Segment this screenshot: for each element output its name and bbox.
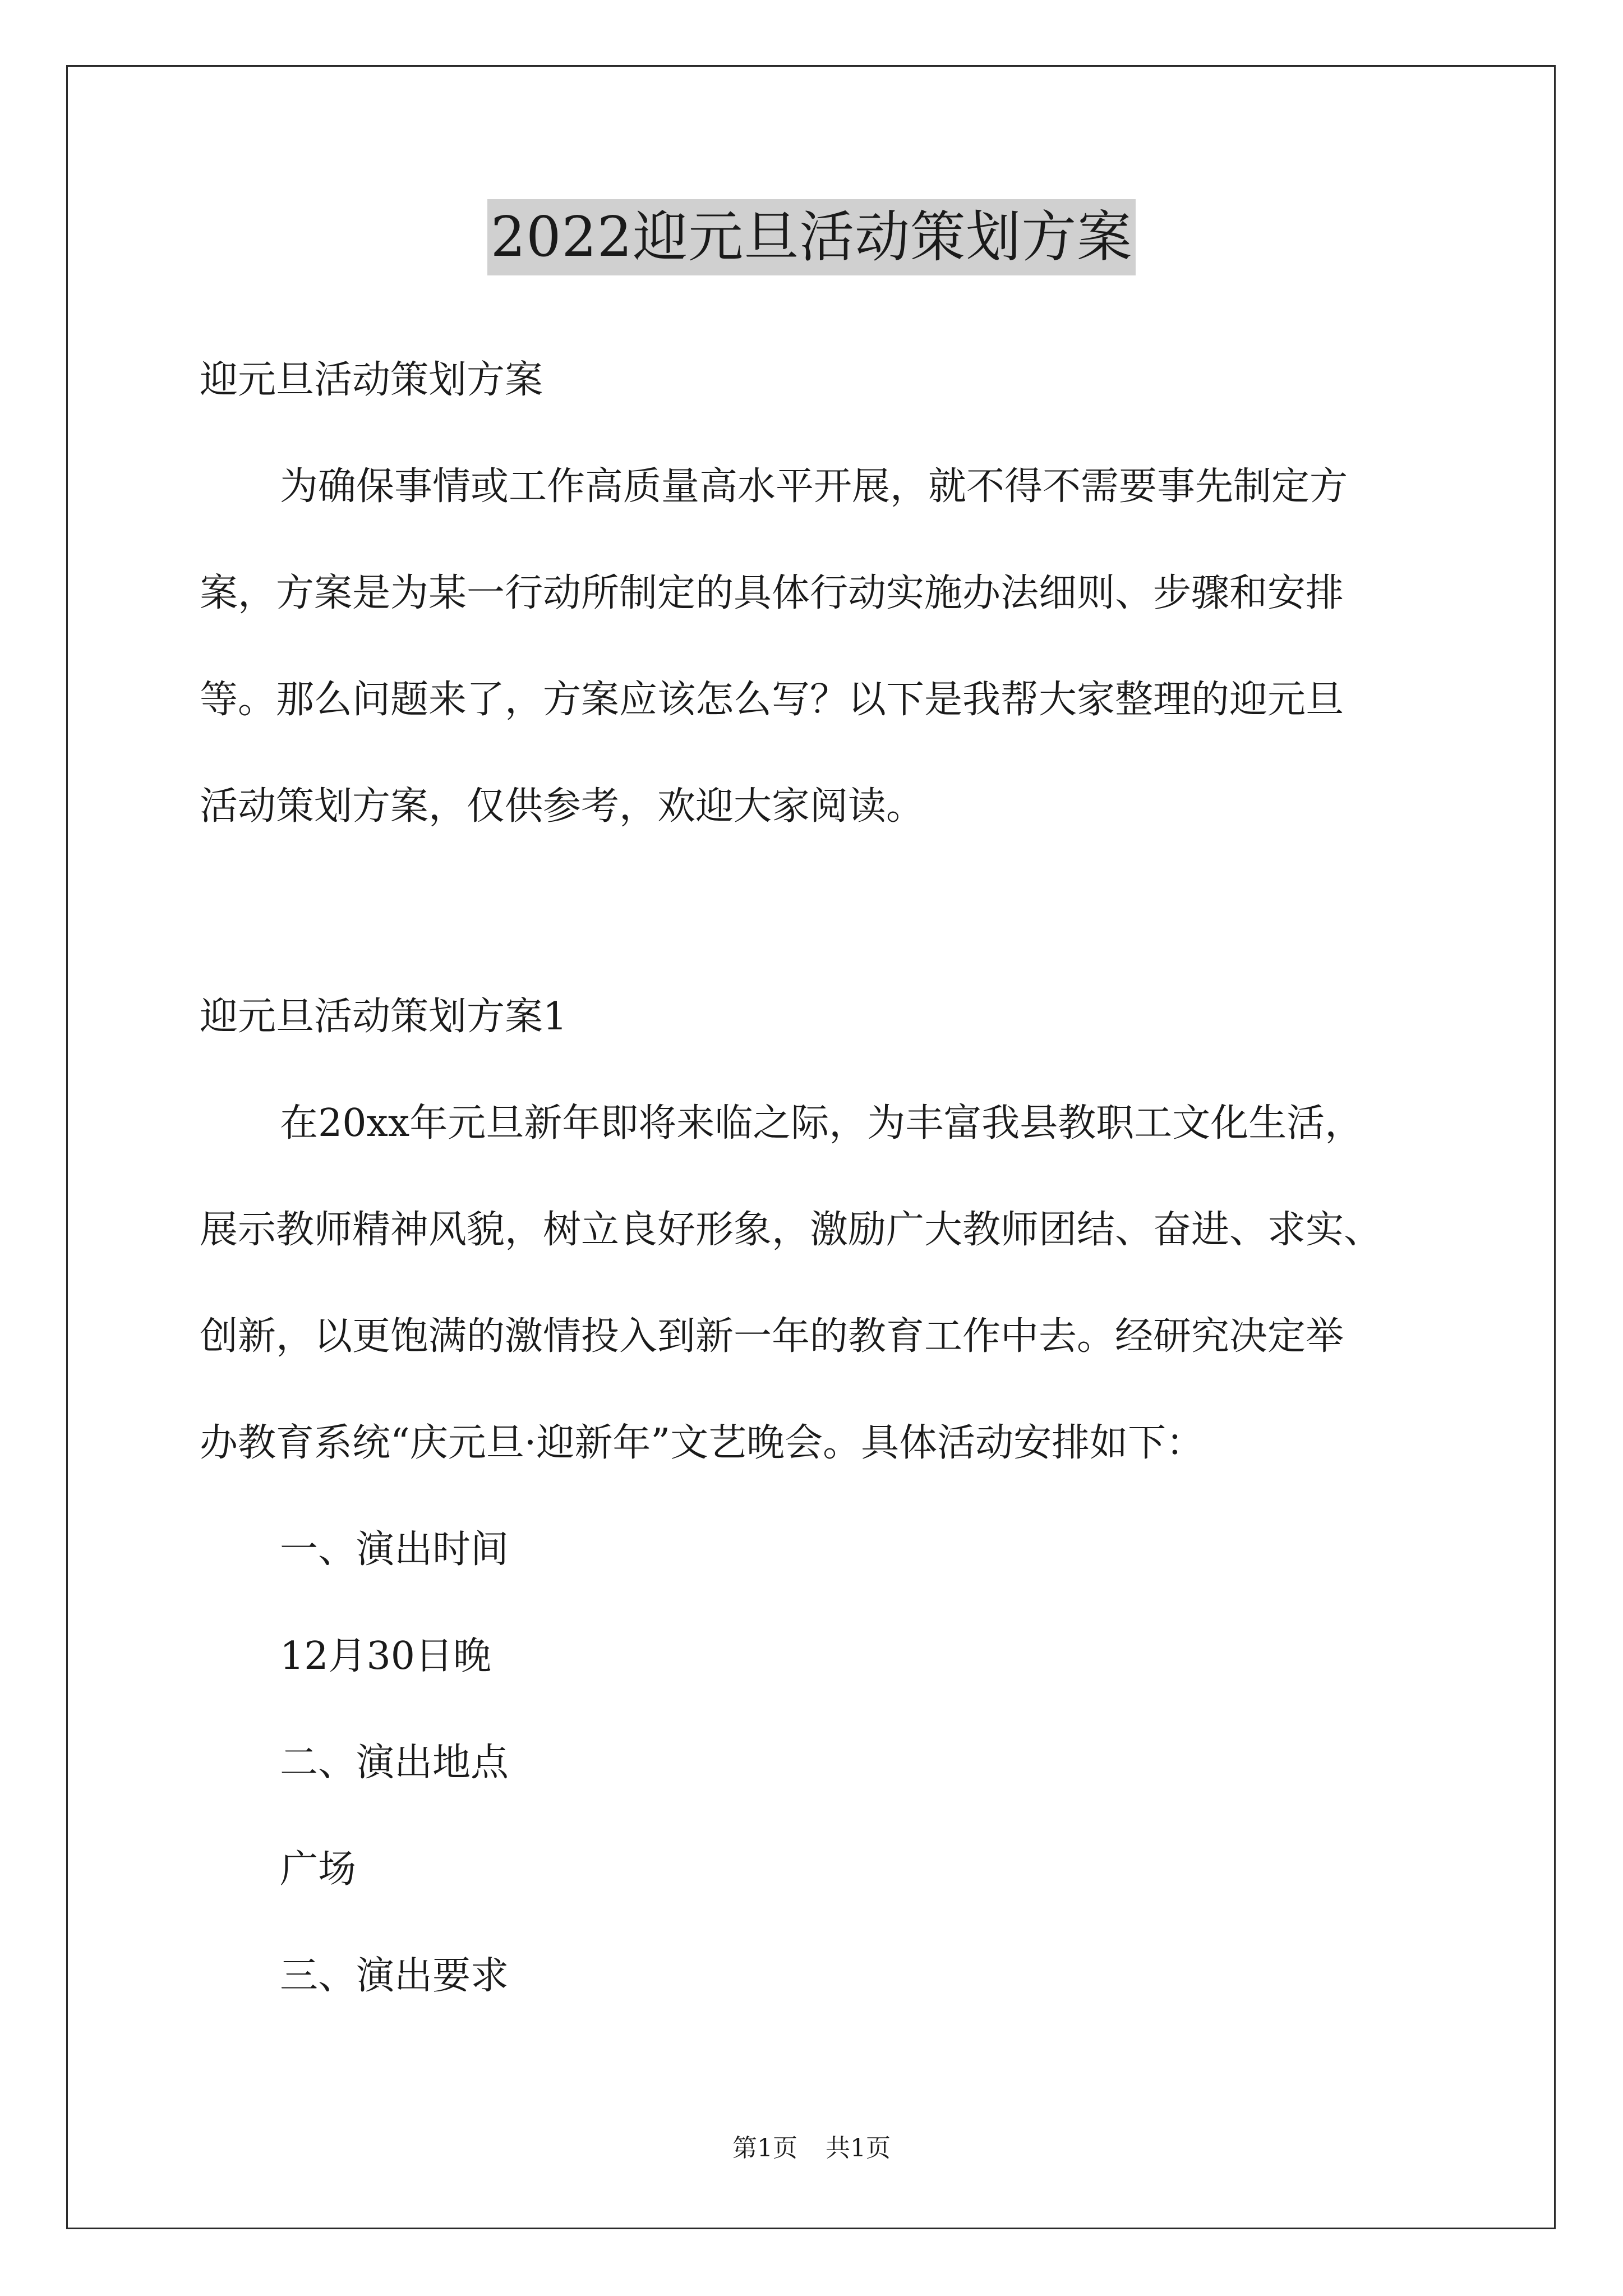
title-container (0, 199, 1623, 275)
section-line-2: 展示教师精神风貌，树立良好形象，激励广大教师团结、奋进、求实、 (200, 1208, 1382, 1252)
page-footer (0, 2132, 1623, 2165)
document-title: 2022迎元旦活动策划方案 (487, 199, 1136, 275)
intro-line-1: 为确保事情或工作高质量高水平开展，就不得不需要事先制定方 (280, 464, 1348, 509)
item-performance-time-heading: 一、演出时间 (280, 1527, 509, 1572)
section-line-1: 在20xx年元旦新年即将来临之际，为丰富我县教职工文化生活， (280, 1101, 1363, 1145)
section-line-3: 创新，以更饱满的激情投入到新一年的教育工作中去。经研究决定举 (200, 1314, 1344, 1359)
section-line-4: 办教育系统“庆元旦·迎新年”文艺晚会。具体活动安排如下： (200, 1421, 1205, 1465)
item-performance-location-value: 广场 (280, 1847, 357, 1892)
intro-line-3: 等。那么问题来了，方案应该怎么写？以下是我帮大家整理的迎元旦 (200, 678, 1344, 722)
subtitle: 迎元旦活动策划方案 (200, 358, 543, 402)
section-heading: 迎元旦活动策划方案1 (200, 995, 568, 1039)
intro-line-2: 案，方案是为某一行动所制定的具体行动实施办法细则、步骤和安排 (200, 571, 1344, 615)
item-performance-time-value: 12月30日晚 (280, 1634, 492, 1678)
page-total: 共1页 (826, 2134, 891, 2162)
page-number: 第1页 (732, 2134, 797, 2162)
item-performance-location-heading: 二、演出地点 (280, 1741, 509, 1785)
item-performance-requirements-heading: 三、演出要求 (280, 1954, 509, 1998)
intro-line-4: 活动策划方案，仅供参考，欢迎大家阅读。 (200, 784, 925, 829)
